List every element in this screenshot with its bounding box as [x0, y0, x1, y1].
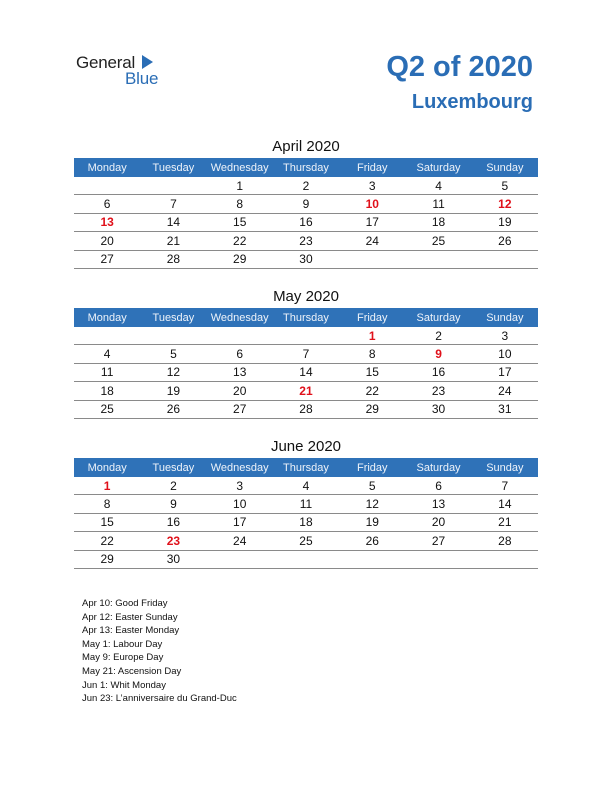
month-title: May 2020 — [273, 288, 339, 305]
day-cell: 15 — [207, 213, 273, 231]
day-cell: 14 — [472, 495, 538, 513]
day-cell: 20 — [74, 232, 140, 250]
day-cell: 1 — [339, 327, 405, 345]
day-cell: 2 — [405, 327, 471, 345]
day-cell: 16 — [273, 213, 339, 231]
holiday-note: May 21: Ascension Day — [82, 665, 182, 677]
day-cell: 29 — [74, 550, 140, 568]
logo-flag-icon — [142, 55, 153, 69]
day-cell: 15 — [339, 363, 405, 381]
holiday-notes — [82, 597, 237, 706]
day-cell: 7 — [273, 345, 339, 363]
calendar-table — [74, 308, 538, 419]
day-cell: 22 — [207, 232, 273, 250]
day-cell — [405, 250, 471, 268]
day-cell: 24 — [339, 232, 405, 250]
month-april — [74, 136, 538, 269]
day-cell: 10 — [339, 195, 405, 213]
day-cell: 8 — [74, 495, 140, 513]
week-row — [74, 477, 538, 495]
holiday-note: Jun 1: Whit Monday — [82, 679, 166, 691]
day-cell: 25 — [405, 232, 471, 250]
holiday-note: May 9: Europe Day — [82, 652, 164, 664]
week-row — [74, 532, 538, 550]
day-cell: 26 — [472, 232, 538, 250]
day-cell: 6 — [207, 345, 273, 363]
weekday-header: Tuesday — [140, 308, 206, 327]
day-cell: 5 — [140, 345, 206, 363]
weekday-header: Wednesday — [207, 158, 273, 177]
day-cell: 18 — [273, 513, 339, 531]
weekday-header: Friday — [339, 458, 405, 477]
week-row — [74, 250, 538, 268]
week-row — [74, 177, 538, 195]
weekday-header: Tuesday — [140, 458, 206, 477]
day-cell — [140, 327, 206, 345]
day-cell — [405, 550, 471, 568]
weekday-header: Sunday — [472, 308, 538, 327]
day-cell: 30 — [140, 550, 206, 568]
week-row — [74, 363, 538, 381]
day-cell: 23 — [140, 532, 206, 550]
day-cell — [74, 177, 140, 195]
week-row — [74, 382, 538, 400]
weekday-header: Wednesday — [207, 458, 273, 477]
day-cell: 30 — [273, 250, 339, 268]
week-row — [74, 550, 538, 568]
day-cell: 18 — [405, 213, 471, 231]
day-cell: 22 — [339, 382, 405, 400]
month-june — [74, 436, 538, 569]
week-row — [74, 213, 538, 231]
day-cell: 16 — [140, 513, 206, 531]
day-cell: 23 — [405, 382, 471, 400]
holiday-note: Apr 12: Easter Sunday — [82, 611, 178, 623]
day-cell: 27 — [207, 400, 273, 418]
day-cell: 23 — [273, 232, 339, 250]
day-cell: 3 — [207, 477, 273, 495]
weekday-header: Sunday — [472, 158, 538, 177]
day-cell — [207, 327, 273, 345]
day-cell: 11 — [405, 195, 471, 213]
day-cell — [74, 327, 140, 345]
day-cell — [207, 550, 273, 568]
day-cell: 7 — [140, 195, 206, 213]
holiday-note: Apr 10: Good Friday — [82, 598, 168, 609]
day-cell: 17 — [472, 363, 538, 381]
day-cell — [273, 550, 339, 568]
day-cell: 18 — [74, 382, 140, 400]
day-cell: 4 — [74, 345, 140, 363]
day-cell — [472, 550, 538, 568]
day-cell: 28 — [273, 400, 339, 418]
day-cell: 9 — [140, 495, 206, 513]
day-cell: 12 — [472, 195, 538, 213]
weekday-header: Saturday — [405, 308, 471, 327]
weekday-header: Friday — [339, 308, 405, 327]
week-row — [74, 195, 538, 213]
day-cell — [472, 250, 538, 268]
day-cell: 11 — [273, 495, 339, 513]
day-cell: 9 — [273, 195, 339, 213]
day-cell: 14 — [140, 213, 206, 231]
day-cell: 19 — [140, 382, 206, 400]
weekday-header: Sunday — [472, 458, 538, 477]
day-cell: 2 — [273, 177, 339, 195]
day-cell: 4 — [405, 177, 471, 195]
week-row — [74, 232, 538, 250]
month-title: June 2020 — [270, 438, 342, 455]
day-cell: 27 — [405, 532, 471, 550]
day-cell: 21 — [472, 513, 538, 531]
weekday-header: Wednesday — [207, 308, 273, 327]
day-cell: 26 — [140, 400, 206, 418]
day-cell: 21 — [273, 382, 339, 400]
weekday-header: Thursday — [273, 158, 339, 177]
day-cell: 17 — [207, 513, 273, 531]
day-cell: 12 — [339, 495, 405, 513]
day-cell: 20 — [405, 513, 471, 531]
day-cell: 12 — [140, 363, 206, 381]
week-row — [74, 495, 538, 513]
day-cell: 30 — [405, 400, 471, 418]
weekday-header: Tuesday — [140, 158, 206, 177]
day-cell: 5 — [339, 477, 405, 495]
day-cell: 29 — [207, 250, 273, 268]
day-cell: 9 — [405, 345, 471, 363]
week-row — [74, 400, 538, 418]
holiday-note: Apr 13: Easter Monday — [82, 625, 180, 637]
day-cell: 17 — [339, 213, 405, 231]
logo-blue-text: Blue — [125, 69, 159, 88]
weekday-header: Saturday — [405, 158, 471, 177]
day-cell: 22 — [74, 532, 140, 550]
day-cell: 1 — [207, 177, 273, 195]
calendar-table — [74, 158, 538, 269]
calendar-table — [74, 458, 538, 569]
weekday-header: Saturday — [405, 458, 471, 477]
day-cell: 28 — [140, 250, 206, 268]
day-cell: 13 — [207, 363, 273, 381]
day-cell: 13 — [405, 495, 471, 513]
weekday-header: Thursday — [273, 308, 339, 327]
day-cell: 6 — [74, 195, 140, 213]
day-cell — [339, 250, 405, 268]
month-title: April 2020 — [272, 138, 340, 155]
logo-general-text: General — [76, 53, 136, 72]
holiday-note: Jun 23: L’anniversaire du Grand-Duc — [82, 693, 237, 705]
day-cell: 10 — [207, 495, 273, 513]
week-row — [74, 327, 538, 345]
day-cell: 13 — [74, 213, 140, 231]
holiday-note: May 1: Labour Day — [82, 638, 163, 650]
weekday-header: Monday — [74, 458, 140, 477]
day-cell: 29 — [339, 400, 405, 418]
day-cell: 25 — [273, 532, 339, 550]
country-subtitle: Luxembourg — [411, 91, 533, 113]
day-cell: 14 — [273, 363, 339, 381]
day-cell: 4 — [273, 477, 339, 495]
page-title: Q2 of 2020 — [386, 51, 533, 83]
weekday-header: Monday — [74, 308, 140, 327]
day-cell: 1 — [74, 477, 140, 495]
month-may — [74, 286, 538, 419]
day-cell: 19 — [472, 213, 538, 231]
day-cell: 20 — [207, 382, 273, 400]
day-cell: 8 — [339, 345, 405, 363]
day-cell: 16 — [405, 363, 471, 381]
day-cell: 28 — [472, 532, 538, 550]
day-cell: 21 — [140, 232, 206, 250]
day-cell: 10 — [472, 345, 538, 363]
day-cell: 25 — [74, 400, 140, 418]
generalblue-logo — [76, 53, 176, 87]
day-cell: 3 — [339, 177, 405, 195]
weekday-header: Monday — [74, 158, 140, 177]
day-cell: 26 — [339, 532, 405, 550]
week-row — [74, 345, 538, 363]
day-cell: 5 — [472, 177, 538, 195]
day-cell: 7 — [472, 477, 538, 495]
day-cell — [339, 550, 405, 568]
day-cell: 31 — [472, 400, 538, 418]
day-cell: 24 — [472, 382, 538, 400]
day-cell: 27 — [74, 250, 140, 268]
weekday-header: Friday — [339, 158, 405, 177]
day-cell: 6 — [405, 477, 471, 495]
day-cell: 24 — [207, 532, 273, 550]
day-cell: 11 — [74, 363, 140, 381]
day-cell: 8 — [207, 195, 273, 213]
week-row — [74, 513, 538, 531]
day-cell: 15 — [74, 513, 140, 531]
day-cell: 19 — [339, 513, 405, 531]
day-cell — [273, 327, 339, 345]
day-cell — [140, 177, 206, 195]
day-cell: 2 — [140, 477, 206, 495]
weekday-header: Thursday — [273, 458, 339, 477]
day-cell: 3 — [472, 327, 538, 345]
